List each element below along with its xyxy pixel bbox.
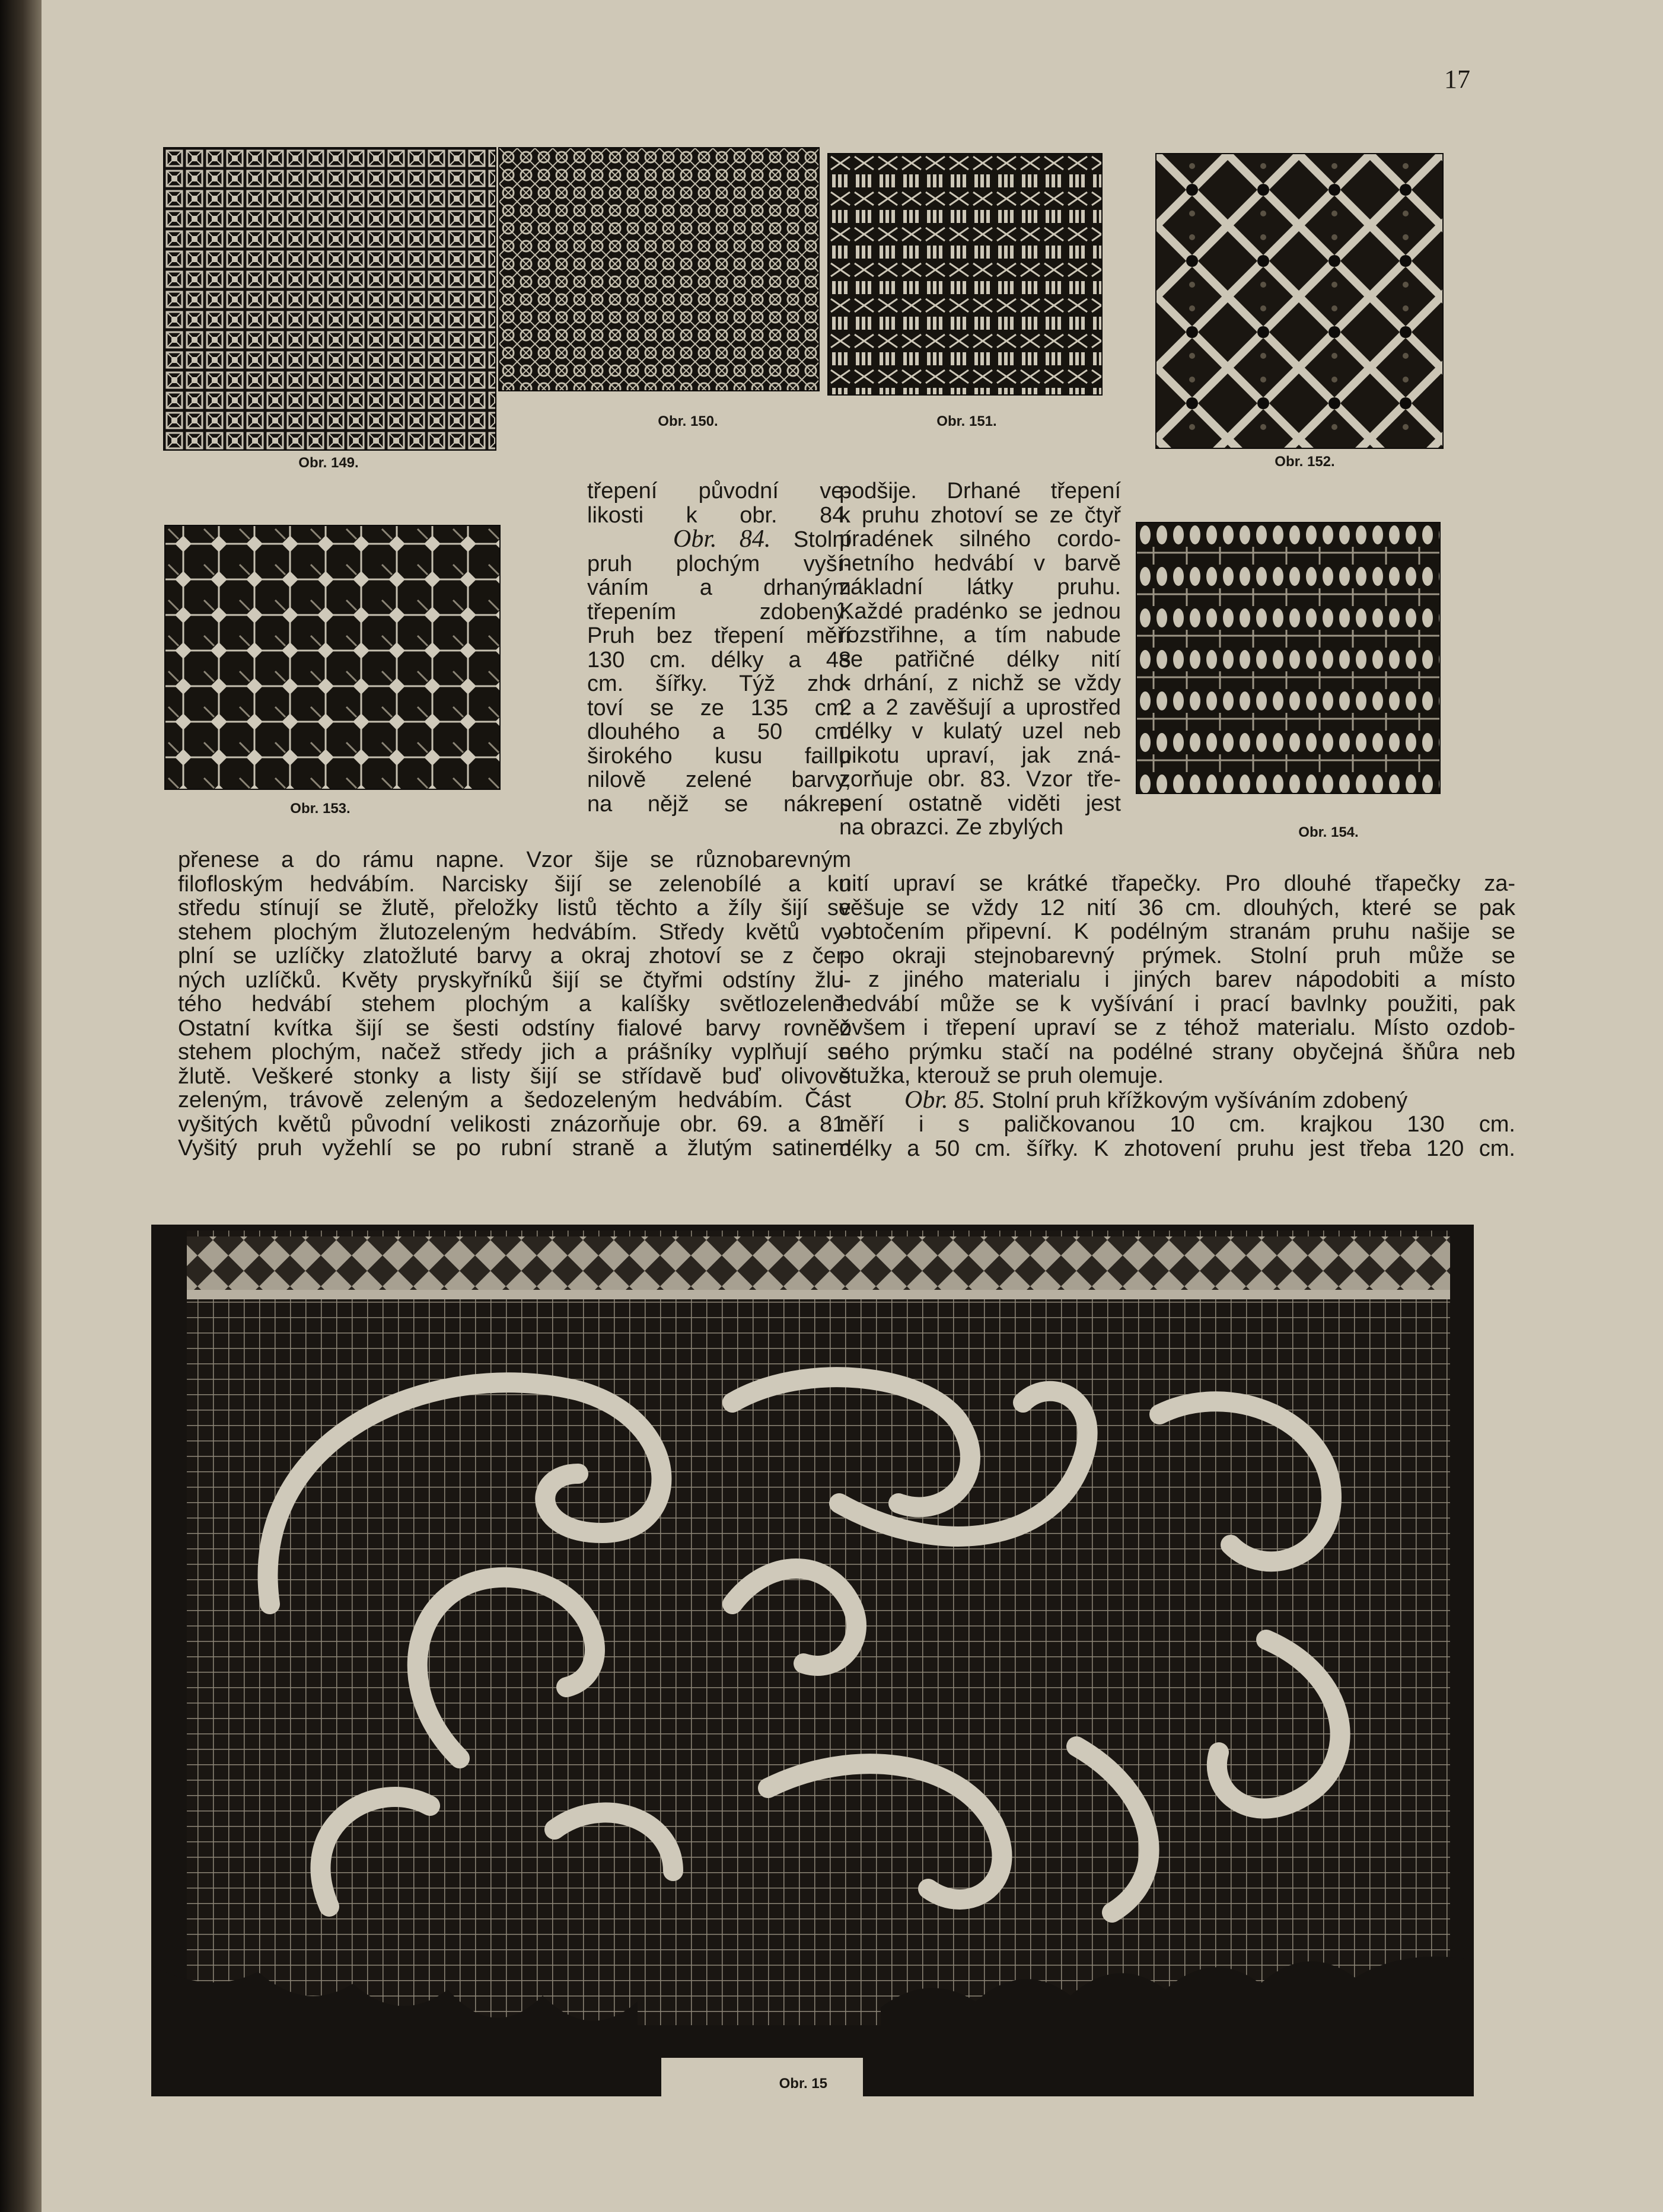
embroidery-pattern-icon xyxy=(1137,523,1439,793)
embroidery-pattern-icon xyxy=(1157,154,1442,448)
text-line: tého hedvábí stehem plochým a kalíšky světlozeleně. xyxy=(178,992,851,1016)
figure-154-image xyxy=(1136,522,1441,794)
text-line xyxy=(839,1088,1515,1113)
embroidery-pattern-icon xyxy=(164,148,495,450)
text-line: třepením zdobený. xyxy=(587,599,851,624)
text-line: cm. šířky. Týž zho- xyxy=(587,671,851,696)
figure-151-image xyxy=(827,153,1103,396)
embroidery-pattern-icon xyxy=(499,148,818,390)
text-line: 2 a 2 zavěšují a uprostřed xyxy=(839,694,1121,720)
figure-155-caption-box xyxy=(661,2058,863,2109)
text-line: stehem plochým, načež středy jich a prášníky vyplňují se xyxy=(178,1040,851,1064)
text-line: se patřičné délky nití xyxy=(839,646,1121,672)
text-line: hedvábí může se k vyšívání i prací bavlnky použiti, pak xyxy=(839,991,1515,1016)
text-line: netního hedvábí v barvě xyxy=(839,550,1121,576)
text-line: k pruhu zhotoví se ze čtyř xyxy=(839,502,1121,528)
text-line: měří i s paličkovanou 10 cm. krajkou 130 cm. xyxy=(839,1112,1515,1137)
text-line: ného prýmku stačí na podélné strany obyčejná šňůra neb xyxy=(839,1039,1515,1064)
figure-150-image xyxy=(498,147,820,391)
text-line: Ostatní kvítka šijí se šesti odstíny fialové barvy rovněž xyxy=(178,1015,851,1041)
text-line: k drhání, z nichž se vždy xyxy=(839,671,1121,696)
column-1-narrow-text xyxy=(587,479,851,816)
text-line: podšije. Drhané třepení xyxy=(839,479,1121,503)
text-line: středu stínují se žlutě, přeložky listů těchto a žíly šijí se xyxy=(178,895,851,920)
figure-reference-obr85: Obr. 85. xyxy=(904,1086,986,1114)
text-line: pení ostatně viděti jest xyxy=(839,791,1121,816)
text-line: rozstřihne, a tím nabude xyxy=(839,623,1121,648)
column-2-wide-text xyxy=(839,872,1515,1161)
figure-149-caption: Obr. 149. xyxy=(298,455,359,471)
figure-154-caption: Obr. 154. xyxy=(1298,824,1359,840)
figure-152-image xyxy=(1155,153,1444,449)
text-line: stehem plochým žlutozeleným hedvábím. Středy květů vy- xyxy=(178,919,851,945)
text-line: vyšitých květů původní velikosti znázorňuje obr. 69. a 81. xyxy=(178,1111,851,1137)
text-line: zeleným, trávově zeleným a šedozeleným hedvábím. Část xyxy=(178,1088,851,1113)
text-line: nití upraví se krátké třapečky. Pro dlouhé třapečky za- xyxy=(839,871,1515,896)
text-line: Každé pradénko se jednou xyxy=(839,598,1121,624)
text-line: po okraji stejnobarevný prýmek. Stolní pruh může se xyxy=(839,943,1515,968)
text-line: základní látky pruhu. xyxy=(839,575,1121,600)
text-line: likosti k obr. 84. xyxy=(587,502,851,528)
text-line: žlutě. Veškeré stonky a listy šijí se střídavě buď olivově xyxy=(178,1063,851,1089)
text-line: dlouhého a 50 cm. xyxy=(587,719,851,744)
text-line: na nějž se nákres xyxy=(587,791,851,817)
text-line: širokého kusu faillu xyxy=(587,743,851,769)
text-line: plní se uzlíčky zlatožluté barvy a okraj zhotoví se z čer- xyxy=(178,944,851,968)
figure-151-caption: Obr. 151. xyxy=(936,413,997,429)
figure-150-caption: Obr. 150. xyxy=(658,413,718,429)
text-line: obtočením připevní. K podélným stranám pruhu našije se xyxy=(839,919,1515,944)
figure-153-caption: Obr. 153. xyxy=(290,801,351,817)
figure-152-caption: Obr. 152. xyxy=(1275,454,1335,470)
page-number: 17 xyxy=(1444,65,1470,94)
text-line: ovšem i třepení upraví se z téhož materialu. Místo ozdob- xyxy=(839,1015,1515,1040)
text-line: pradének silného cordo- xyxy=(839,527,1121,552)
figure-153-image xyxy=(164,525,501,790)
text-line: třepení původní ve- xyxy=(587,479,851,503)
embroidery-pattern-icon xyxy=(829,154,1101,394)
figure-149-image xyxy=(163,147,496,451)
text-line: váním a drhaným xyxy=(587,575,851,600)
column-2-narrow-text xyxy=(839,479,1121,840)
text-line: toví se ze 135 cm. xyxy=(587,695,851,721)
figure-155-caption: Obr. 15 xyxy=(779,2076,827,2092)
text-fragment: Stolní xyxy=(793,527,851,552)
text-line: délky a 50 cm. šířky. K zhotovení pruhu jest třeba 120 cm. xyxy=(839,1136,1515,1161)
text-line: filofloským hedvábím. Narcisky šijí se zelenobílé a ku xyxy=(178,871,851,897)
text-line: pruh plochým vyší- xyxy=(587,551,851,576)
book-spine-shadow xyxy=(0,0,42,2212)
text-line: délky v kulatý uzel neb xyxy=(839,719,1121,744)
figure-reference-obr84: Obr. 84. xyxy=(673,525,771,553)
text-line: zorňuje obr. 83. Vzor tře- xyxy=(839,767,1121,792)
text-line: věšuje se vždy 12 nití 36 cm. dlouhých, které se pak xyxy=(839,895,1515,920)
text-line: stužka, kterouž se pruh olemuje. xyxy=(839,1063,1164,1088)
text-line: i z jiného materialu i jiných barev nápodobiti a místo xyxy=(839,967,1515,992)
text-line: přenese a do rámu napne. Vzor šije se různobarevným xyxy=(178,847,851,872)
book-page xyxy=(42,0,1663,2212)
text-line: 130 cm. délky a 48 xyxy=(587,647,851,672)
embroidery-pattern-icon xyxy=(165,526,499,789)
text-line: pikotu upraví, jak zná- xyxy=(839,742,1121,768)
text-line xyxy=(587,527,851,552)
text-fragment: Stolní pruh křížkovým vyšíváním zdobený xyxy=(992,1088,1408,1113)
text-line: na obrazci. Ze zbylých xyxy=(839,815,1064,840)
filet-lace-icon xyxy=(151,1225,1474,2096)
text-line: ných uzlíčků. Květy pryskyřníků šijí se čtyřmi odstíny žlu- xyxy=(178,967,851,993)
text-line: Pruh bez třepení měří xyxy=(587,623,851,648)
text-line: nilově zelené barvy, xyxy=(587,767,851,792)
text-line: Vyšitý pruh vyžehlí se po rubní straně a žlutým satinem xyxy=(178,1136,851,1161)
figure-155-image xyxy=(151,1225,1474,2096)
column-1-wide-text xyxy=(178,848,851,1161)
